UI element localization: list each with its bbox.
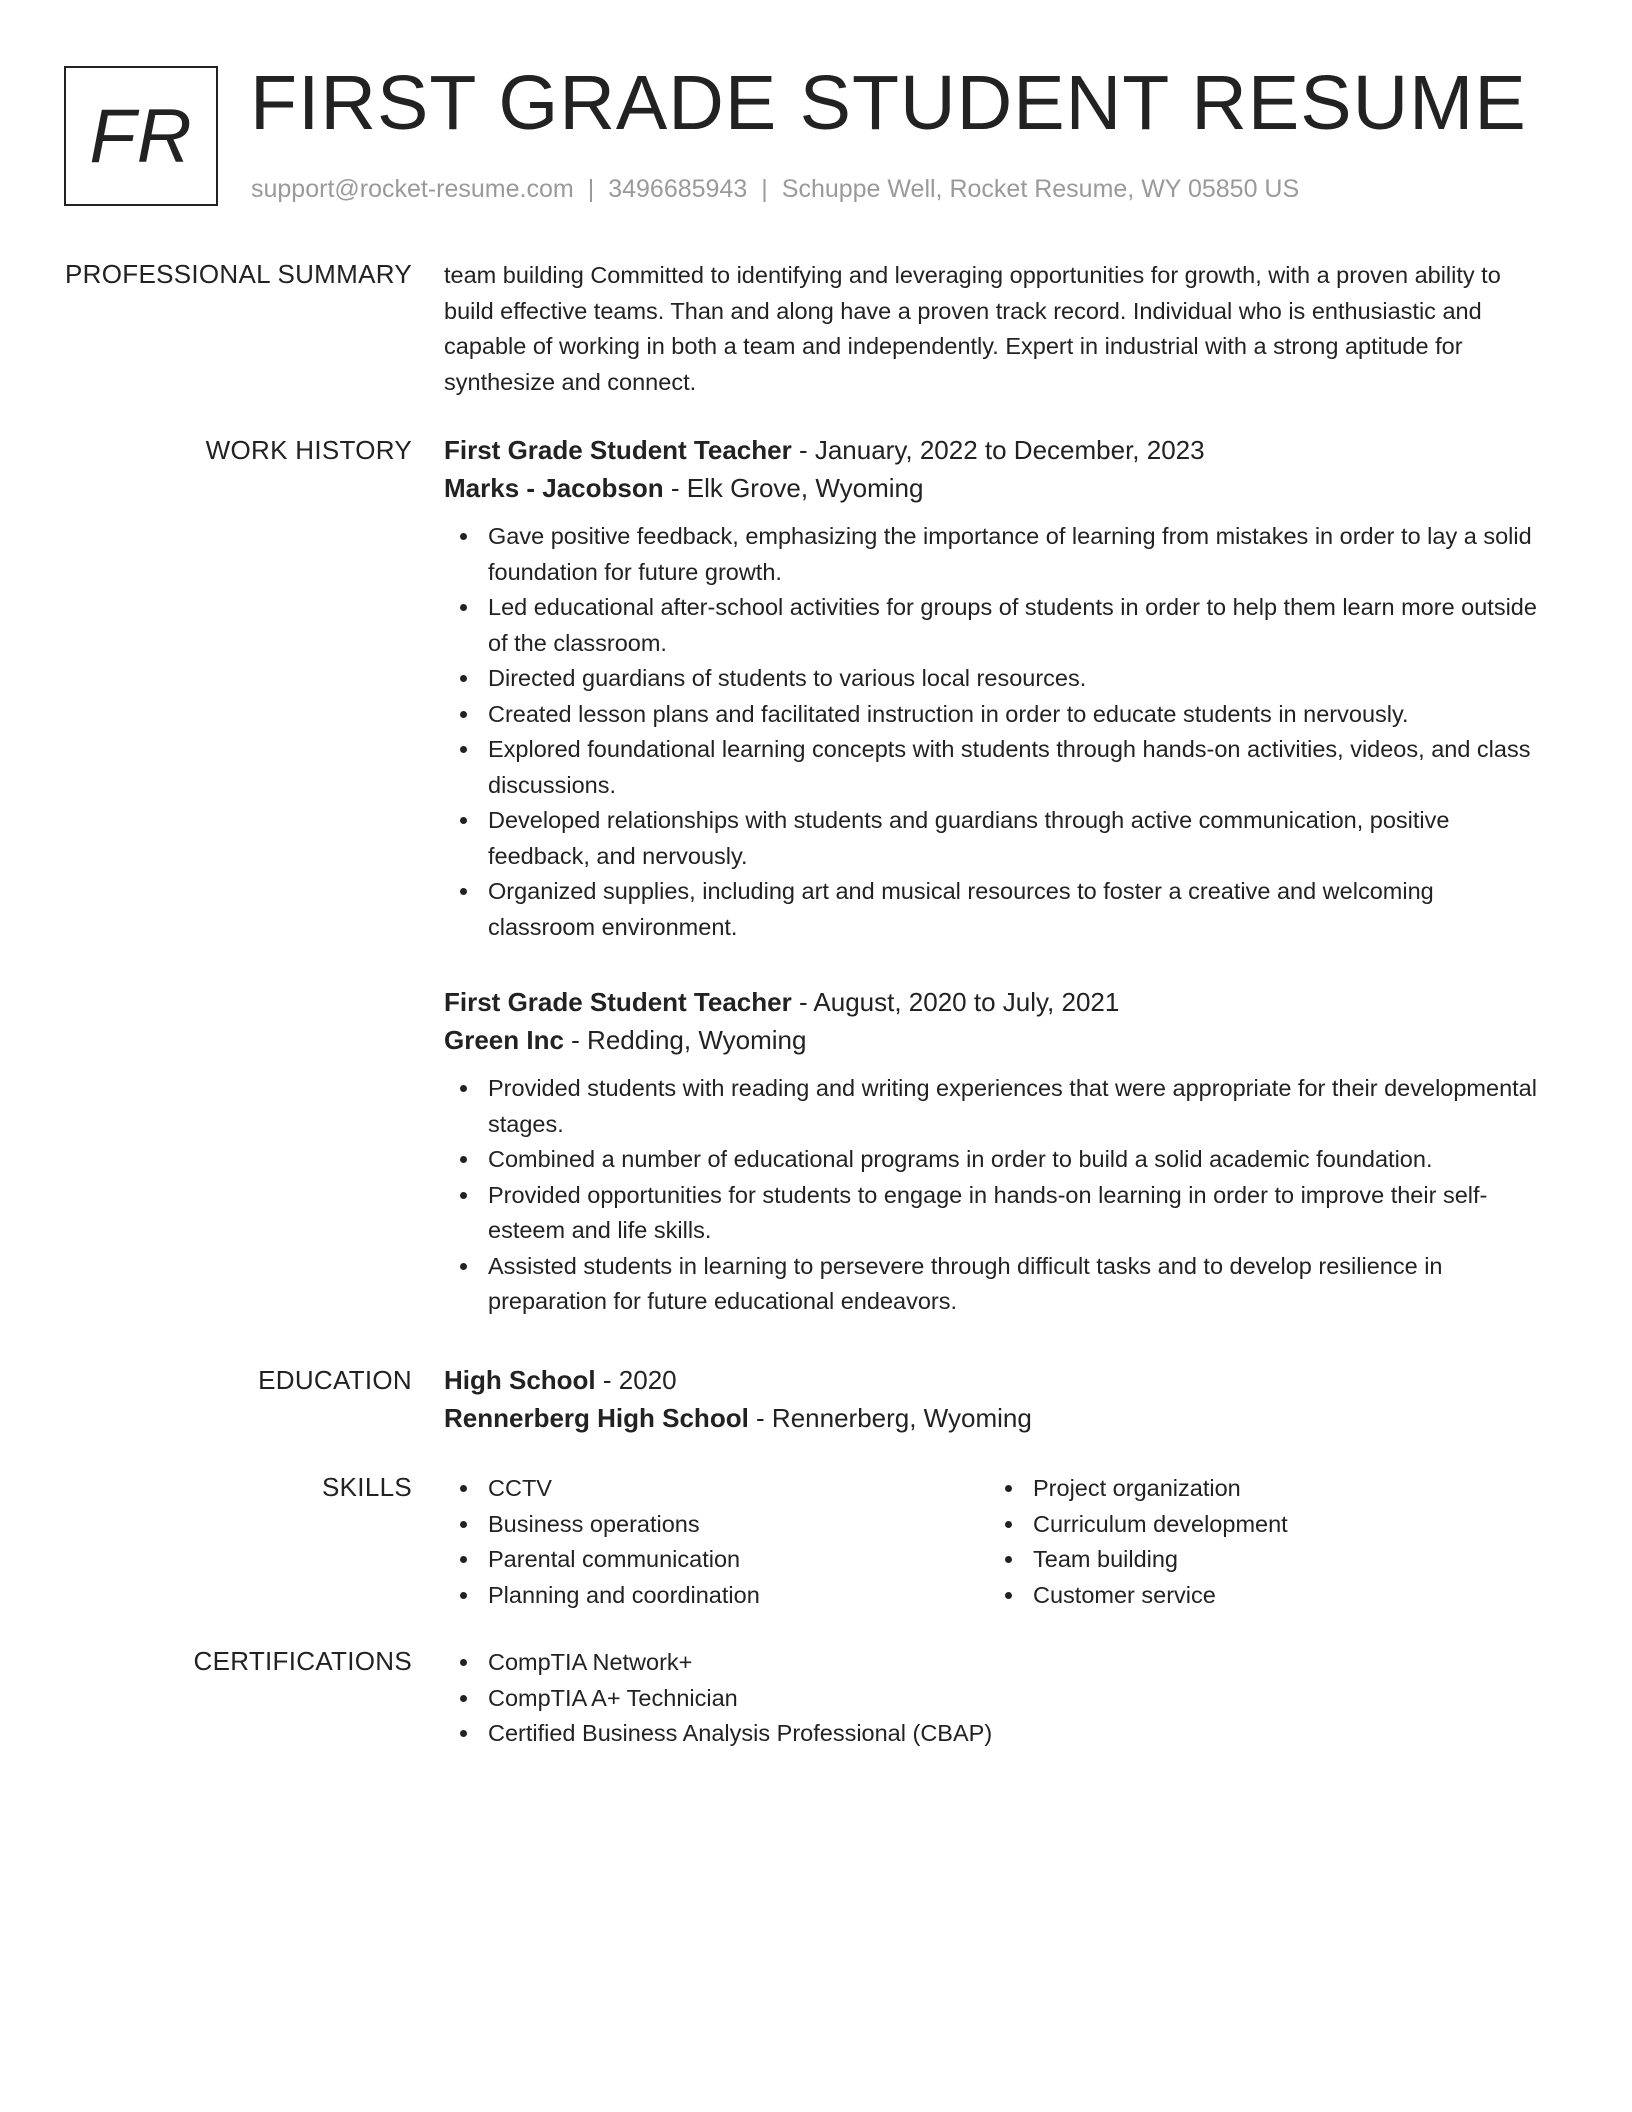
list-item: Team building (1033, 1542, 1288, 1578)
job-entry (444, 431, 1544, 945)
skills-list (989, 1471, 1288, 1613)
skills-list (444, 1471, 760, 1613)
job-dates: - August, 2020 to July, 2021 (791, 987, 1120, 1017)
list-item: Led educational after-school activities for groups of students in order to help them learn more outside of the classroom. (488, 590, 1544, 661)
list-item: Combined a number of educational programs in order to build a solid academic foundation. (488, 1142, 1544, 1178)
job-title-line (444, 983, 1544, 1021)
list-item: Explored foundational learning concepts with students through hands-on activities, videos, and class discussions. (488, 732, 1544, 803)
list-item: CCTV (488, 1471, 760, 1507)
education-school-line (444, 1399, 1544, 1437)
job-company-line (444, 1021, 1544, 1059)
education-location: - Rennerberg, Wyoming (748, 1403, 1032, 1433)
list-item: Gave positive feedback, emphasizing the importance of learning from mistakes in order to lay a solid foundation for future growth. (488, 519, 1544, 590)
list-item: Organized supplies, including art and musical resources to foster a creative and welcoming classroom environment. (488, 874, 1544, 945)
list-item: Parental communication (488, 1542, 760, 1578)
job-duties-list (444, 519, 1544, 945)
job-dates: - January, 2022 to December, 2023 (791, 435, 1205, 465)
skills-column-left (444, 1471, 760, 1613)
job-duties-list (444, 1071, 1544, 1320)
contact-separator: | (587, 175, 595, 203)
job-title-line (444, 431, 1544, 469)
summary-text: team building Committed to identifying and leveraging opportunities for growth, with a proven ability to build effective teams. Than and along have a proven track record. Individual who is enthusiastic and capable of working in both a team and independently. Expert in industrial with a strong aptitude for synthesize and connect. (444, 262, 1501, 395)
skills-column-right (989, 1471, 1288, 1613)
list-item: Project organization (1033, 1471, 1288, 1507)
job-company: Green Inc (444, 1025, 564, 1055)
job-location: - Elk Grove, Wyoming (663, 473, 924, 503)
list-item: Certified Business Analysis Professional (CBAP) (488, 1716, 1544, 1752)
education-year: - 2020 (595, 1365, 677, 1395)
contact-email[interactable]: support@rocket-resume.com (251, 175, 574, 203)
list-item: Business operations (488, 1507, 760, 1543)
summary-heading: PROFESSIONAL SUMMARY (65, 259, 412, 289)
list-item: Developed relationships with students and guardians through active communication, positive feedback, and nervously. (488, 803, 1544, 874)
list-item: Curriculum development (1033, 1507, 1288, 1543)
list-item: Planning and coordination (488, 1578, 760, 1614)
monogram-logo: FR (64, 66, 218, 206)
education-school: Rennerberg High School (444, 1403, 749, 1433)
list-item: Provided students with reading and writing experiences that were appropriate for their developmental stages. (488, 1071, 1544, 1142)
contact-phone[interactable]: 3496685943 (608, 175, 748, 203)
list-item: Directed guardians of students to various local resources. (488, 661, 1544, 697)
contact-separator: | (761, 175, 768, 203)
certifications-list (444, 1645, 1544, 1752)
resume-title: FIRST GRADE STUDENT RESUME (250, 60, 1527, 146)
job-entry (444, 983, 1544, 1320)
skills-heading: SKILLS (322, 1472, 412, 1502)
education-degree-line (444, 1361, 1544, 1399)
job-location: - Redding, Wyoming (563, 1025, 807, 1055)
job-company-line (444, 469, 1544, 507)
list-item: Customer service (1033, 1578, 1288, 1614)
list-item: CompTIA Network+ (488, 1645, 1544, 1681)
certifications-heading: CERTIFICATIONS (193, 1646, 412, 1676)
education-degree: High School (444, 1365, 596, 1395)
job-company: Marks - Jacobson (444, 473, 664, 503)
list-item: Assisted students in learning to persevere through difficult tasks and to develop resilience in preparation for future educational endeavors. (488, 1249, 1544, 1320)
job-title: First Grade Student Teacher (444, 435, 792, 465)
list-item: Created lesson plans and facilitated instruction in order to educate students in nervously. (488, 697, 1544, 733)
list-item: Provided opportunities for students to engage in hands-on learning in order to improve their self-esteem and life skills. (488, 1178, 1544, 1249)
work-history-heading: WORK HISTORY (205, 435, 412, 465)
contact-line (251, 172, 1299, 206)
job-title: First Grade Student Teacher (444, 987, 792, 1017)
list-item: CompTIA A+ Technician (488, 1681, 1544, 1717)
education-heading: EDUCATION (258, 1365, 412, 1395)
contact-address: Schuppe Well, Rocket Resume, WY 05850 US (781, 175, 1300, 203)
